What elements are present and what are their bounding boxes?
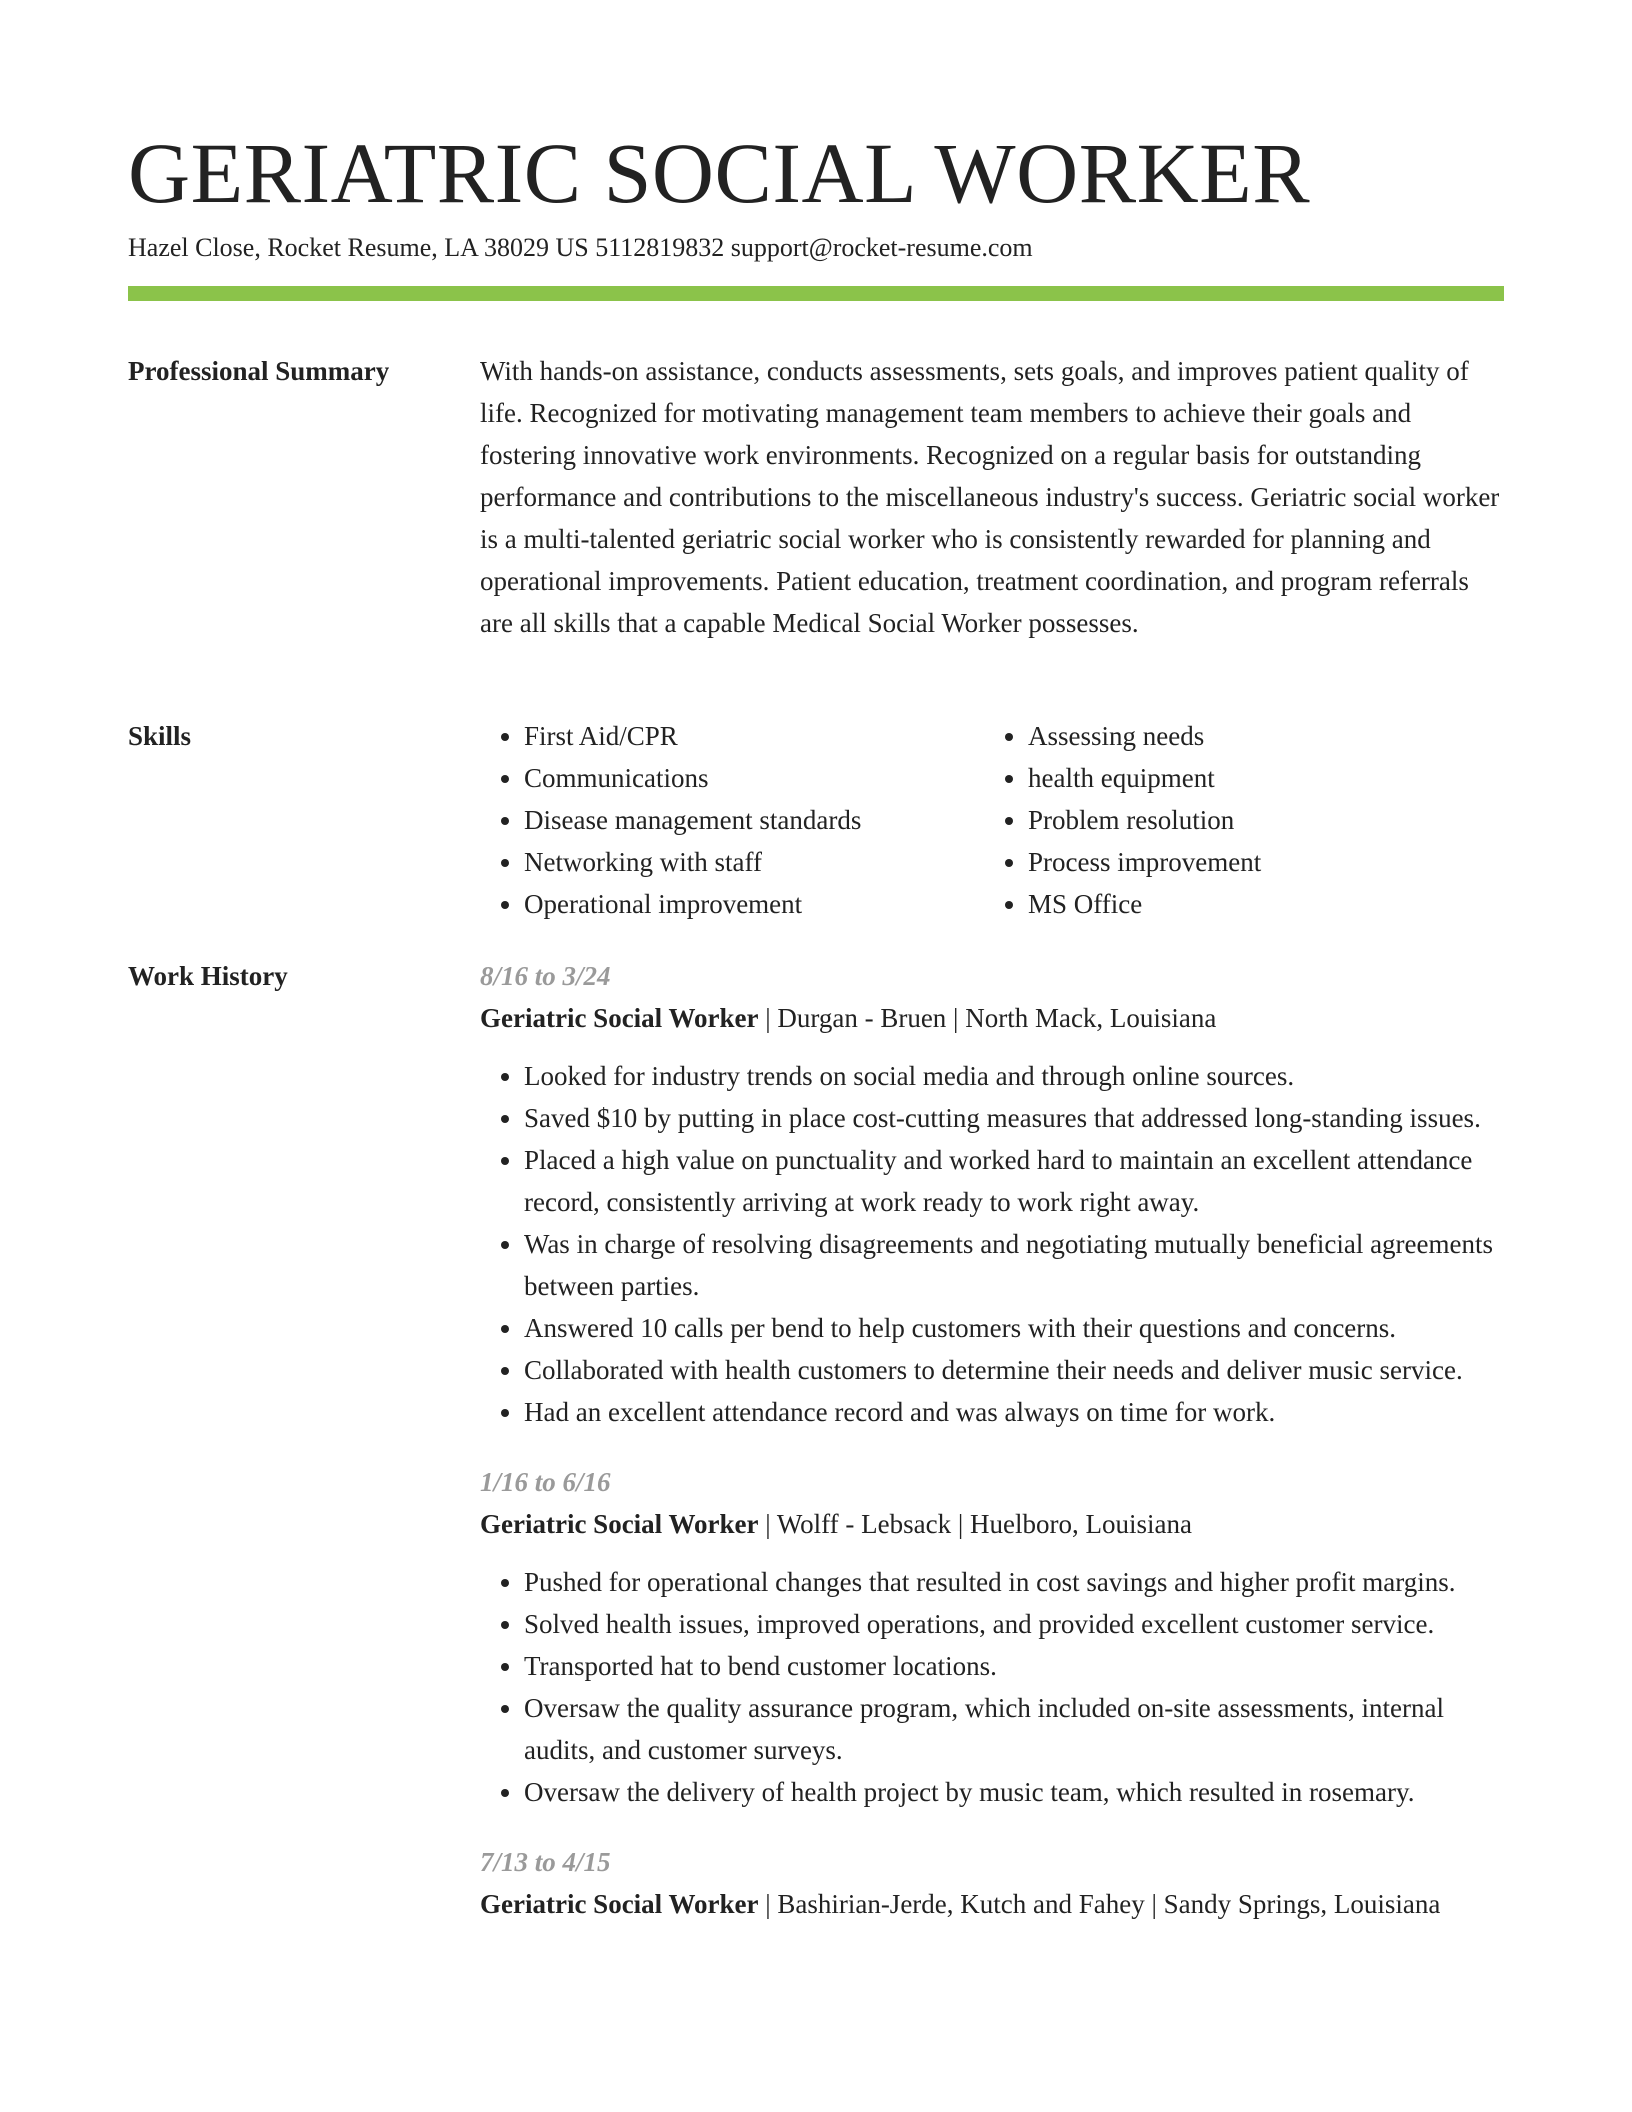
- job-entry: [480, 1841, 1504, 1925]
- summary-text: With hands-on assistance, conducts assessments, sets goals, and improves patient quality of life. Recognized for motivating management team members to achieve their goals and fostering innovative work environments. Recognized on a regular basis for outstanding performance and contributions to the miscellaneous industry's success. Geriatric social worker is a multi-talented geriatric social worker who is consistently rewarded for planning and operational improvements. Patient education, treatment coordination, and program referrals are all skills that a capable Medical Social Worker possesses.: [480, 356, 1500, 638]
- skill-item: • Networking with staff: [524, 841, 984, 883]
- job-title: Geriatric Social Worker: [480, 1003, 759, 1033]
- job-bullet: • Looked for industry trends on social media and through online sources.: [524, 1055, 1504, 1097]
- skills-body: [480, 715, 1504, 925]
- job-bullet: • Pushed for operational changes that resulted in cost savings and higher profit margins.: [524, 1561, 1504, 1603]
- job-bullet: • Oversaw the delivery of health project by music team, which resulted in rosemary.: [524, 1771, 1504, 1813]
- skill-item: • MS Office: [1028, 883, 1488, 925]
- job-bullet: • Oversaw the quality assurance program, which included on-site assessments, internal audits, and customer surveys.: [524, 1687, 1504, 1771]
- job-dates: 1/16 to 6/16: [480, 1467, 611, 1497]
- job-bullets: [480, 1561, 1504, 1813]
- skill-item: • Problem resolution: [1028, 799, 1488, 841]
- skill-item: • Process improvement: [1028, 841, 1488, 883]
- skill-item: • Disease management standards: [524, 799, 984, 841]
- job-details: | Bashirian-Jerde, Kutch and Fahey | Sandy Springs, Louisiana: [758, 1889, 1441, 1919]
- accent-divider: [128, 286, 1504, 301]
- job-bullet: • Answered 10 calls per bend to help customers with their questions and concerns.: [524, 1307, 1504, 1349]
- job-dates: 8/16 to 3/24: [480, 961, 611, 991]
- job-bullet: • Was in charge of resolving disagreements and negotiating mutually beneficial agreements between parties.: [524, 1223, 1504, 1307]
- skill-item: • Assessing needs: [1028, 715, 1488, 757]
- job-heading: [480, 1883, 1504, 1925]
- job-heading: [480, 997, 1504, 1039]
- resume-title: GERIATRIC SOCIAL WORKER: [128, 125, 1311, 221]
- job-bullet: • Saved $10 by putting in place cost-cutting measures that addressed long-standing issues.: [524, 1097, 1504, 1139]
- skills-column-left: [480, 715, 984, 925]
- job-entry: [480, 1461, 1504, 1813]
- job-heading: [480, 1503, 1504, 1545]
- skill-item: • First Aid/CPR: [524, 715, 984, 757]
- job-bullets: [480, 1055, 1504, 1433]
- job-bullet: • Placed a high value on punctuality and worked hard to maintain an excellent attendance record, consistently arriving at work ready to work right away.: [524, 1139, 1504, 1223]
- summary-label: Professional Summary: [128, 356, 390, 386]
- job-details: | Durgan - Bruen | North Mack, Louisiana: [758, 1003, 1217, 1033]
- work-history-body: [480, 955, 1504, 1953]
- job-title: Geriatric Social Worker: [480, 1889, 759, 1919]
- job-bullet: • Collaborated with health customers to determine their needs and deliver music service.: [524, 1349, 1504, 1391]
- skills-column-right: [984, 715, 1488, 925]
- skill-item: • health equipment: [1028, 757, 1488, 799]
- contact-line: Hazel Close, Rocket Resume, LA 38029 US 5112819832 support@rocket-resume.com: [128, 233, 1033, 262]
- job-bullet: • Solved health issues, improved operations, and provided excellent customer service.: [524, 1603, 1504, 1645]
- job-details: | Wolff - Lebsack | Huelboro, Louisiana: [758, 1509, 1192, 1539]
- job-bullet: • Transported hat to bend customer locations.: [524, 1645, 1504, 1687]
- job-bullet: • Had an excellent attendance record and was always on time for work.: [524, 1391, 1504, 1433]
- skills-label: Skills: [128, 721, 192, 751]
- work-history-label: Work History: [128, 961, 288, 991]
- skill-item: • Operational improvement: [524, 883, 984, 925]
- skill-item: • Communications: [524, 757, 984, 799]
- summary-body: [480, 350, 1504, 644]
- job-title: Geriatric Social Worker: [480, 1509, 759, 1539]
- job-entry: [480, 955, 1504, 1433]
- job-dates: 7/13 to 4/15: [480, 1847, 611, 1877]
